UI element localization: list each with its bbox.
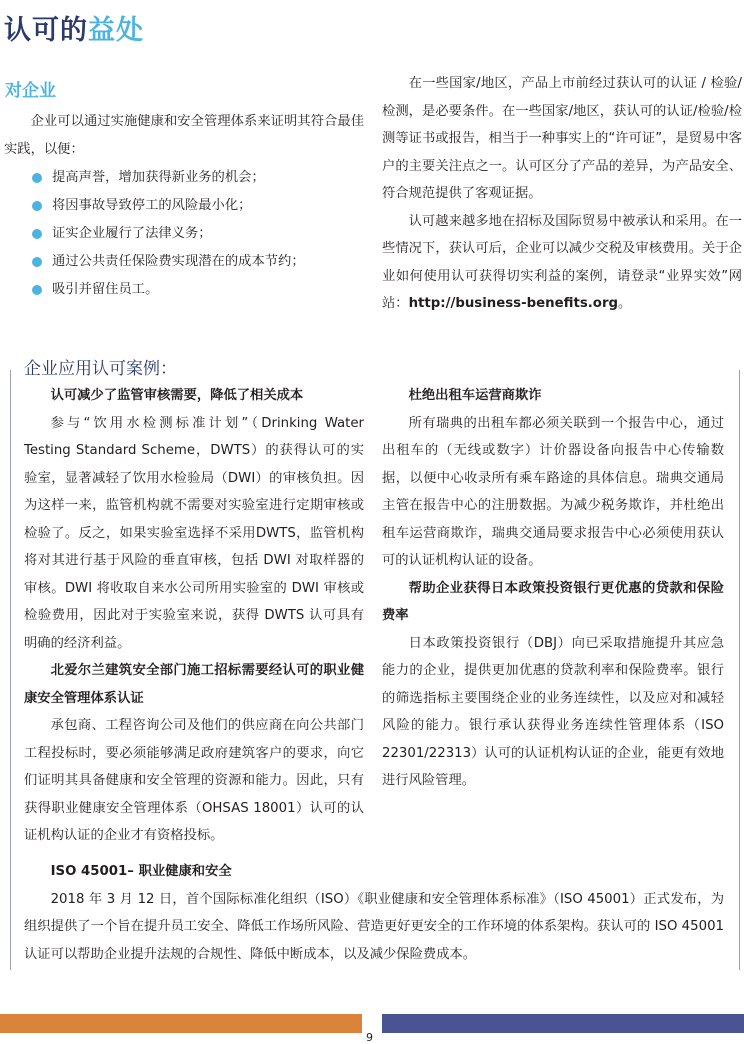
case-body: 所有瑞典的出租车都必须关联到一个报告中心，通过出租车的（无线或数字）计价器设备向报告中心传输数据，以便中心收录所有乘车路途的具体信息。瑞典交通局主管在报告中心的注册数据。为减少税务欺诈，并杜绝出租车运营商欺诈，瑞典交通局要求报告中心必须使用获认可的认证机构认证的设备。 bbox=[382, 415, 724, 568]
iso-body: 2018 年 3 月 12 日，首个国际标准化组织（ISO）《职业健康和安全管理体系标准》（ISO 45001）正式发布，为组织提供了一个旨在提升员工安全、降低工作场所风险、营造更好更安全的工作环境的体系架构。获认可的 ISO 45001 认证可以帮助企业提升法规的合规性、降低中断成本，以及减少保险费成本。 bbox=[24, 891, 724, 962]
cases-right-column bbox=[382, 382, 724, 795]
bullet-dot-icon bbox=[32, 285, 42, 295]
case-body: 承包商、工程咨询公司及他们的供应商在向公共部门工程投标时，要必须能够满足政府建筑客户的要求，向它们证明其具备健康和安全管理的资源和能力。因此，只有获得职业健康安全管理体系（OHSAS 18001）认可的认证机构认证的企业才有资格投标。 bbox=[24, 718, 364, 843]
list-item: 将因事故导致停工的风险最小化； bbox=[32, 192, 362, 220]
title-part-2: 益处 bbox=[88, 15, 144, 46]
case-body: 日本政策投资银行（DBJ）向已采取措施提升其应急能力的企业，提供更加优惠的贷款利率和保险费率。银行的筛选指标主要围绕企业的业务连续性，以及应对和减轻风险的能力。银行承认获得业务连续性管理体系（ISO 22301/22313）认可的认证机构认证的企业，能更有效地进行风险管理。 bbox=[382, 635, 724, 788]
list-item: 提高声誉，增加获得新业务的机会； bbox=[32, 164, 362, 192]
case-title: 帮助企业获得日本政策投资银行更优惠的贷款和保险费率 bbox=[382, 580, 724, 623]
list-item: 证实企业履行了法律义务； bbox=[32, 220, 362, 248]
title-part-1: 认可的 bbox=[4, 15, 88, 46]
paragraph-market-entry: 在一些国家/地区，产品上市前经过获认可的认证 / 检验/检测，是必要条件。在一些国家/地区，获认可的认证/检验/检测等证书或报告，相当于一种事实上的“许可证”，是贸易中客户的主要关注点之一。认可区分了产品的差异，为产品安全、符合规范提供了客观证据。 bbox=[382, 76, 742, 201]
benefit-list bbox=[32, 164, 362, 304]
iso-title: ISO 45001– 职业健康和安全 bbox=[50, 864, 232, 879]
business-benefits-link[interactable]: http://business-benefits.org bbox=[408, 296, 619, 311]
bullet-dot-icon bbox=[32, 257, 42, 267]
footer-bar-navy bbox=[382, 1014, 744, 1033]
cases-left-column bbox=[24, 382, 364, 850]
case-title: 北爱尔兰建筑安全部门施工招标需要经认可的职业健康安全管理体系认证 bbox=[24, 663, 364, 706]
page-number: 9 bbox=[366, 1031, 373, 1044]
enterprise-intro: 企业可以通过实施健康和安全管理体系来证明其符合最佳实践，以便： bbox=[4, 114, 364, 157]
bullet-dot-icon bbox=[32, 229, 42, 239]
section-heading-cases: 企业应用认可案例： bbox=[24, 359, 177, 379]
case-body: 参与“饮用水检测标准计划”（Drinking Water Testing Standard Scheme，DWTS）的获得认可的实验室，显著减轻了饮用水检验局（DWI）的审核负担。因为这样一来，监管机构就不需要对实验室进行定期审核或检验了。反之，如果实验室选择不采用DWTS，监管机构将对其进行基于风险的垂直审核，包括 DWI 对取样器的审核。DWI 将收取自来水公司所用实验室的 DWI 审核或检验费用，因此对于实验室来说，获得 DWTS 认可具有明确的经济利益。 bbox=[24, 415, 364, 651]
paragraph-tendering: 认可越来越多地在招标及国际贸易中被承认和采用。在一些情况下，获认可后，企业可以减少交税及审核费用。关于企业如何使用认可获得切实利益的案例，请登录“业界实效”网站：http://business-benefits.org。 bbox=[382, 213, 742, 311]
bullet-dot-icon bbox=[32, 201, 42, 211]
bullet-dot-icon bbox=[32, 173, 42, 183]
page-title bbox=[4, 8, 144, 47]
list-item: 通过公共责任保险费实现潜在的成本节约； bbox=[32, 248, 362, 276]
right-column-intro bbox=[382, 70, 742, 318]
list-item: 吸引并留住员工。 bbox=[32, 276, 362, 304]
case-title: 杜绝出租车运营商欺诈 bbox=[408, 388, 542, 403]
footer-bar-orange bbox=[0, 1014, 362, 1033]
frame-right-border bbox=[739, 370, 740, 970]
section-heading-enterprise: 对企业 bbox=[5, 81, 56, 101]
case-title: 认可减少了监管审核需要，降低了相关成本 bbox=[50, 388, 304, 403]
iso-45001-block bbox=[24, 858, 724, 968]
frame-left-border bbox=[10, 370, 11, 970]
